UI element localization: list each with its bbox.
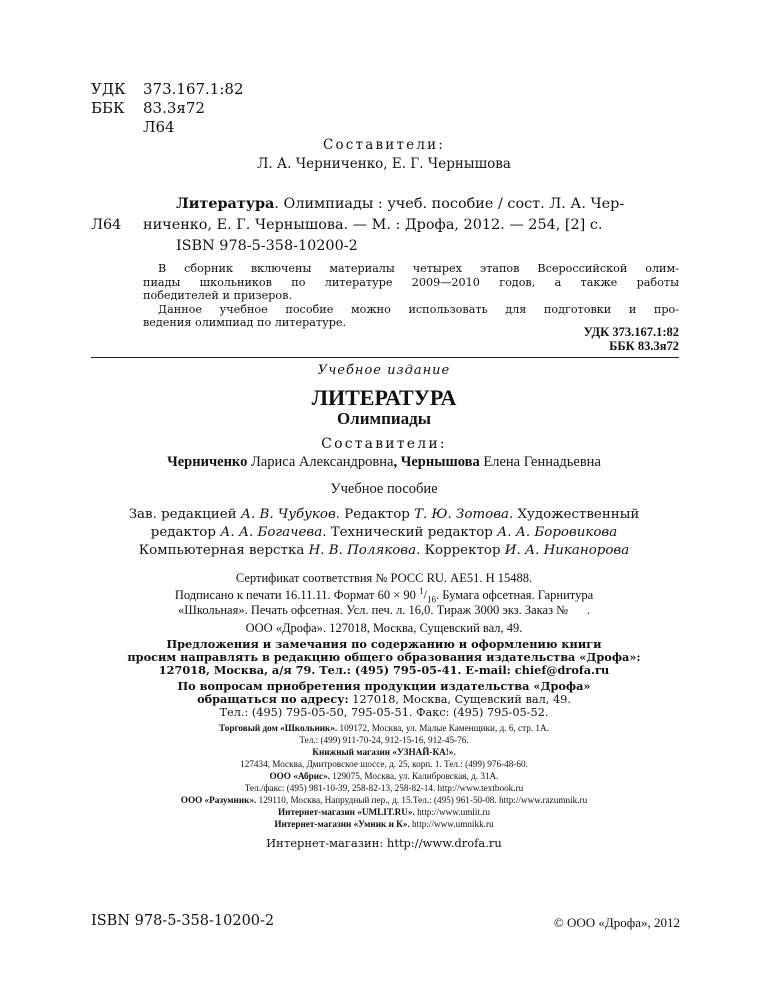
compilers-names: Л. А. Черниченко, Е. Г. Чернышова — [257, 156, 511, 172]
annotation-line: победителей и призеров. — [143, 289, 293, 303]
staff-line: Компьютерная верстка Н. В. Полякова. Корректор И. А. Никанорова — [138, 543, 630, 558]
annotation-line: ведения олимпиад по литературе. — [143, 316, 347, 330]
signed-line-2: «Школьная». Печать офсетная. Усл. печ. л. 16,0. Тираж 3000 экз. Заказ № . — [178, 603, 590, 617]
proposals-line: просим направлять в редакцию общего образования издательства «Дрофа»: — [127, 650, 641, 664]
annotation-line: Данное учебное пособие можно использовать для подготовки и про- — [158, 302, 679, 316]
compilers-label: Составители: — [322, 137, 446, 153]
buy-line: обращаться по адресу: 127018, Москва, Сущевский вал, 49. — [197, 692, 571, 706]
footer-copyright: © ООО «Дрофа», 2012 — [553, 915, 680, 930]
proposals-line: Предложения и замечания по содержанию и оформлению книги — [166, 637, 602, 651]
buy-line: Тел.: (495) 795-05-50, 795-05-51. Факс: (495) 795-05-52. — [219, 706, 549, 719]
shop-line: Книжный магазин «УЗНАЙ-КА!». — [312, 747, 456, 757]
signed-line: Подписано к печати 16.11.11. Формат 60 × 90 $^1/_{16}$. Бумага офсетная. Гарнитура — [174, 585, 594, 605]
annotation-line: В сборник включены материалы четырех этапов Всероссийской олим- — [158, 262, 679, 275]
staff-line: редактор А. А. Богачева. Технический редактор А. А. Боровикова — [150, 525, 618, 540]
drofa-online-shop: Интернет-магазин: http://www.drofa.ru — [266, 836, 502, 850]
staff-line: Зав. редакцией А. В. Чубуков. Редактор Т. Ю. Зотова. Художественный — [128, 507, 640, 522]
publisher-address: ООО «Дрофа». 127018, Москва, Сущевский вал, 49. — [245, 621, 523, 635]
proposals-line: 127018, Москва, а/я 79. Тел.: (495) 795-05-41. E-mail: chief@drofa.ru — [158, 663, 610, 677]
card-line-2: ниченко, Е. Г. Чернышова. — М. : Дрофа, 2012. — 254, [2] с. — [143, 217, 603, 233]
book-type: Учебное пособие — [330, 481, 438, 497]
shop-line: Торговый дом «Школьник». 109172, Москва, ул. Малые Каменщики, д. 6, стр. 1А. — [219, 723, 549, 733]
author-sign-code: Л64 — [143, 118, 175, 136]
shop-line: Тел./факс: (495) 981-10-39, 258-82-13, 258-82-14. http://www.textbook.ru — [244, 783, 524, 793]
buy-line: По вопросам приобретения продукции издательства «Дрофа» — [177, 679, 591, 693]
shop-line: Интернет-магазин «Умник и К». http://www.umnikk.ru — [274, 819, 494, 829]
certificate: Сертификат соответствия № РОСС RU. АЕ51. Н 15488. — [235, 571, 533, 585]
annotation-line: пиады школьников по литературе 2009—2010 годов, а также работы — [143, 275, 679, 289]
card-udk-right: УДК 373.167.1:82 — [583, 325, 679, 339]
shop-line: ООО «Абрис». 129075, Москва, ул. Калибровская, д. 31А. — [269, 771, 499, 781]
edition-type: Учебное издание — [317, 363, 451, 378]
divider — [91, 357, 679, 358]
card-isbn: ISBN 978-5-358-10200-2 — [176, 238, 358, 254]
card-line-1: Литература. Олимпиады : учеб. пособие / сост. Л. А. Чер- — [176, 195, 625, 212]
bbk-code: ББК 83.3я72 — [91, 99, 205, 117]
card-bbk-right: ББК 83.3я72 — [609, 339, 679, 353]
card-code: Л64 — [91, 217, 122, 233]
shop-line: ООО «Разумник». 129110, Москва, Напрудный пер., д. 15.Тел.: (495) 961-50-08. http://www.razumnik.ru — [180, 795, 588, 805]
shop-line: Интернет-магазин «UMLIT.RU». http://www.umlit.ru — [278, 807, 490, 817]
book-subtitle: Олимпиады — [336, 409, 432, 428]
compilers-label-2: Составители: — [321, 436, 447, 452]
shop-line: 127434, Москва, Дмитровское шоссе, д. 25, корп. 1. Тел.: (499) 976-48-60. — [240, 759, 528, 769]
udk-code: УДК 373.167.1:82 — [91, 80, 244, 98]
shop-line: Тел.: (499) 911-70-24, 912-15-16, 912-45-76. — [299, 735, 469, 745]
book-title: ЛИТЕРАТУРА — [311, 385, 457, 410]
footer-isbn: ISBN 978-5-358-10200-2 — [91, 913, 275, 929]
compilers-full-names: Черниченко Лариса Александровна, Чернышова Елена Геннадьевна — [167, 454, 601, 470]
